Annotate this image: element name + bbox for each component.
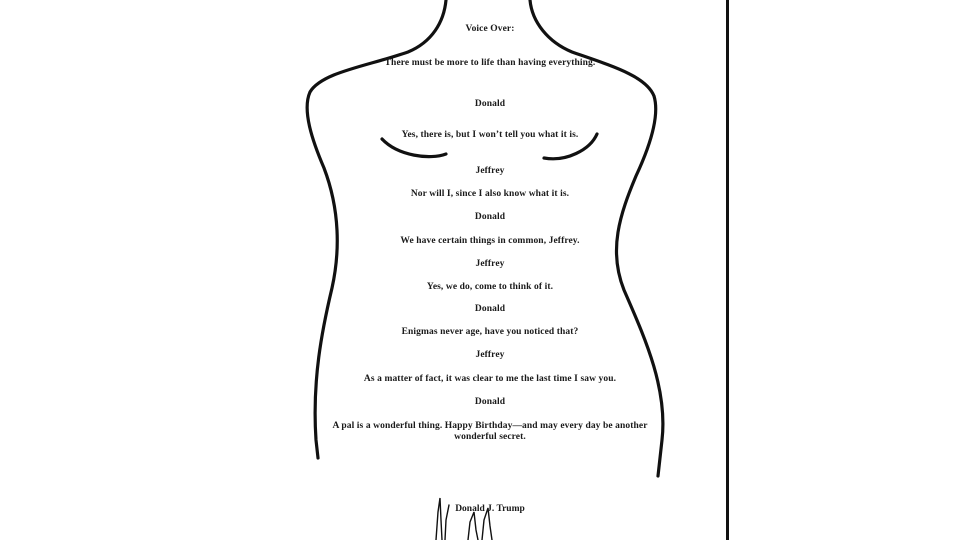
- speaker-label: Donald: [474, 99, 506, 109]
- left-breast-curve: [382, 139, 446, 157]
- signature-name: Donald J. Trump: [455, 504, 525, 514]
- speaker-label: Donald: [474, 304, 506, 314]
- dialogue-line: Yes, there is, but I won’t tell you what it is.: [401, 130, 579, 140]
- dialogue-line: Yes, we do, come to think of it.: [426, 282, 554, 292]
- opening-line: There must be more to life than having everything.: [384, 58, 596, 68]
- dialogue-line: Enigmas never age, have you noticed that?: [401, 327, 579, 337]
- dialogue-line: We have certain things in common, Jeffrey.: [400, 236, 580, 246]
- speaker-label: Jeffrey: [475, 259, 505, 269]
- speaker-label: Donald: [474, 397, 506, 407]
- dialogue-line: A pal is a wonderful thing. Happy Birthday—and may every day be another wonderful secret.: [332, 421, 648, 442]
- page-edge-rule: [726, 0, 729, 540]
- speaker-label: Jeffrey: [475, 166, 505, 176]
- voice-over-heading: Voice Over:: [465, 24, 515, 34]
- speaker-label: Jeffrey: [475, 350, 505, 360]
- speaker-label: Donald: [474, 212, 506, 222]
- dialogue-line: As a matter of fact, it was clear to me the last time I saw you.: [363, 374, 617, 384]
- dialogue-line: Nor will I, since I also know what it is.: [410, 189, 570, 199]
